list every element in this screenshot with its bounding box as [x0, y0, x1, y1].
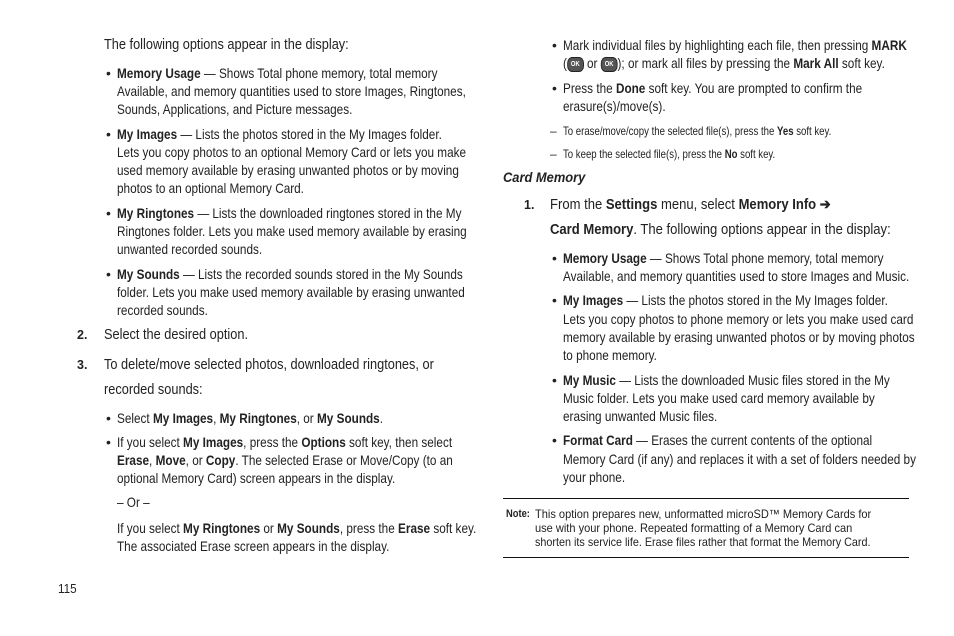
- list-item: • My Sounds — Lists the recorded sounds stored in the My Sounds: [117, 265, 529, 283]
- ok-key-icon: OK: [567, 57, 584, 72]
- list-item: • My Ringtones — Lists the downloaded ringtones stored in the My: [117, 204, 527, 222]
- step-text: Select the desired option.: [104, 327, 249, 343]
- page-number: 115: [58, 581, 77, 596]
- list-item: • Memory Usage — Shows Total phone memory, total memory: [563, 249, 945, 267]
- list-item: • Format Card — Erases the current contents of the optional: [563, 431, 931, 449]
- ok-key-icon: OK: [601, 57, 618, 72]
- step-number: 3.: [77, 358, 88, 372]
- list-item: • Select My Images, My Ringtones, or My Sounds.: [117, 409, 434, 427]
- note-text: This option prepares new, unformatted microSD™ Memory Cards for: [535, 507, 872, 521]
- list-item: • My Images — Lists the photos stored in the My Images folder.: [117, 125, 504, 143]
- alt-instruction: If you select My Ringtones or My Sounds, press the Erase soft key.: [117, 520, 477, 536]
- intro-text: The following options appear in the display:: [104, 37, 349, 53]
- section-heading: Card Memory: [503, 169, 586, 185]
- dash-item: – To erase/move/copy the selected file(s), press the Yes soft key.: [550, 124, 832, 138]
- step-text: To delete/move selected photos, downloaded ringtones, or: [104, 357, 434, 373]
- list-item: • Memory Usage — Shows Total phone memory, total memory: [117, 64, 499, 82]
- step-text: From the Settings menu, select Memory Info ➔: [550, 197, 831, 213]
- step-number: 2.: [77, 328, 88, 342]
- list-item: • My Images — Lists the photos stored in the My Images folder.: [563, 291, 950, 309]
- note-label: Note:: [506, 508, 530, 520]
- list-item: • Press the Done soft key. You are prompted to confirm the: [563, 79, 919, 97]
- list-item: • My Music — Lists the downloaded Music files stored in the My: [563, 371, 952, 389]
- note-bottom-rule: [503, 557, 909, 558]
- dash-item: – To keep the selected file(s), press the No soft key.: [550, 147, 776, 161]
- note-top-rule: [503, 498, 909, 499]
- list-item: • If you select My Images, press the Options soft key, then select: [117, 433, 516, 451]
- list-item: • Mark individual files by highlighting each file, then pressing MARK: [563, 36, 954, 54]
- or-separator: – Or –: [117, 494, 150, 510]
- step-number: 1.: [524, 198, 535, 212]
